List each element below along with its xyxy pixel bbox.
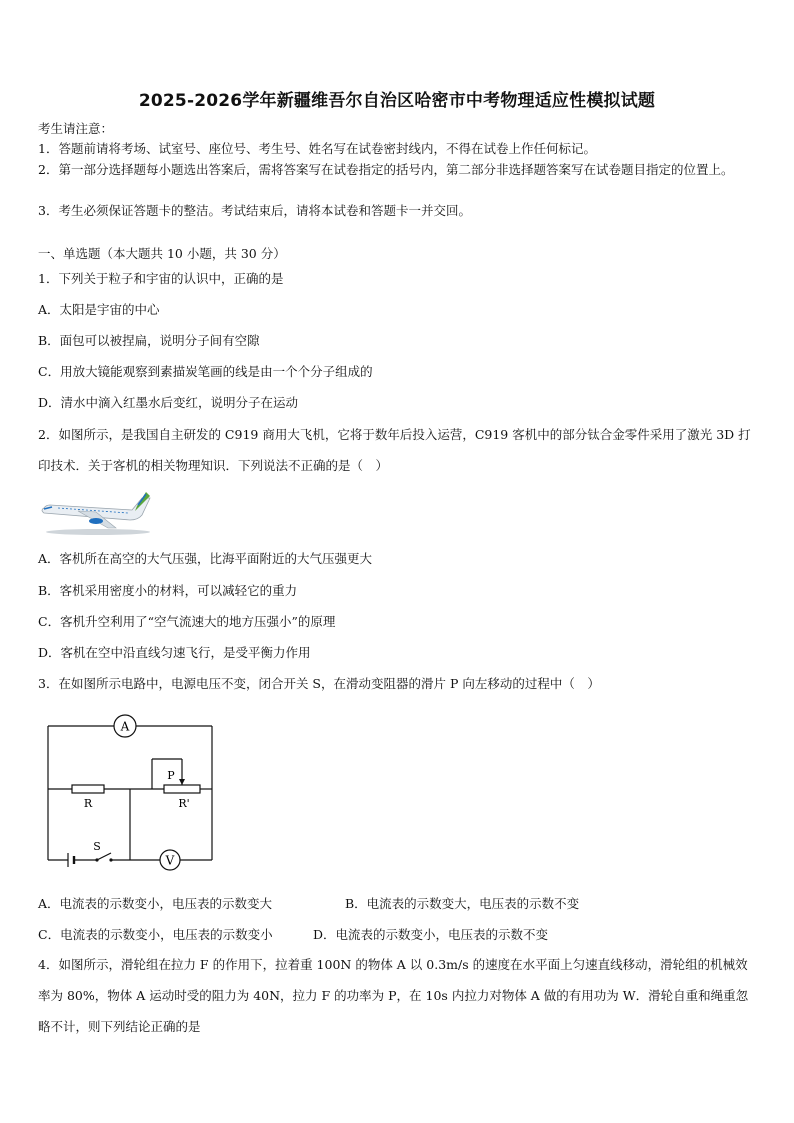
q2-option-a: A．客机所在高空的大气压强，比海平面附近的大气压强更大: [38, 551, 373, 566]
notice-heading: 考生请注意：: [38, 121, 114, 136]
circuit-diagram: [40, 713, 220, 873]
q1-option-b: B．面包可以被捏扁，说明分子间有空隙: [38, 333, 260, 348]
page-title: 2025-2026学年新疆维吾尔自治区哈密市中考物理适应性模拟试题: [138, 91, 656, 111]
resistor-icon: [72, 785, 104, 810]
q1-option-d: D．清水中滴入红墨水后变红，说明分子在运动: [38, 395, 299, 410]
q4-stem: 4．如图所示，滑轮组在拉力 F 的作用下，拉着重 100N 的物体 A 以 0.3m/s 的速度在水平面上匀速直线移动，滑轮组的机械效率为 80%，物体 A 运动时受的阻力为 40N，拉力 F 的功率为 P，在 10s 内拉力对物体 A 做的有用功为 W．滑轮自重和绳重忽略不计，则下列结论正确的是: [38, 957, 749, 1034]
q3-stem: 3．在如图所示电路中，电源电压不变，闭合开关 S，在滑动变阻器的滑片 P 向左移动的过程中（ ）: [38, 676, 600, 691]
q3-option-d: D．电流表的示数变小，电压表的示数不变: [313, 927, 549, 942]
q1-stem: 1．下列关于粒子和宇宙的认识中，正确的是: [38, 271, 284, 286]
q2-option-d: D．客机在空中沿直线匀速飞行，是受平衡力作用: [38, 645, 311, 660]
q2-option-c: C．客机升空利用了“空气流速大的地方压强小”的原理: [38, 614, 336, 629]
battery-icon: [68, 853, 74, 867]
q1-option-c: C．用放大镜能观察到素描炭笔画的线是由一个个分子组成的: [38, 364, 373, 379]
q3-option-a: A．电流表的示数变小，电压表的示数变大: [38, 896, 273, 911]
slider-label: P: [167, 769, 175, 782]
notice-item-3: 3．考生必须保证答题卡的整洁。考试结束后，请将本试卷和答题卡一并交回。: [38, 203, 471, 218]
ammeter-label: A: [120, 719, 130, 734]
c919-airplane-image: [38, 488, 153, 536]
q3-options-row-2: [38, 925, 548, 943]
switch-label: S: [93, 840, 101, 853]
notice-item-1: 1．答题前请将考场、试室号、座位号、考生号、姓名写在试卷密封线内，不得在试卷上作任何标记。: [38, 141, 596, 156]
q1-option-a: A．太阳是宇宙的中心: [38, 302, 160, 317]
ammeter-icon: [114, 715, 136, 737]
section-heading: 一、单选题（本大题共 10 小题，共 30 分）: [38, 246, 286, 261]
voltmeter-label: V: [165, 853, 175, 868]
q2-option-b: B．客机采用密度小的材料，可以减轻它的重力: [38, 583, 298, 598]
q3-option-b: B．电流表的示数变大，电压表的示数不变: [345, 896, 580, 911]
q2-stem: 2．如图所示，是我国自主研发的 C919 商用大飞机，它将于数年后投入运营，C919 客机中的部分钛合金零件采用了激光 3D 打印技术．关于客机的相关物理知识．下列说法不正确的是（ ）: [38, 427, 751, 473]
voltmeter-icon: [160, 850, 180, 870]
resistor-label: R: [83, 797, 93, 810]
q3-options-row-1: [38, 894, 579, 912]
rheostat-label: R': [178, 797, 190, 810]
notice-item-2: 2．第一部分选择题每小题选出答案后，需将答案写在试卷指定的括号内，第二部分非选择题答案写在试卷题目指定的位置上。: [38, 162, 734, 177]
switch-icon: [93, 840, 112, 862]
q3-option-c: C．电流表的示数变小，电压表的示数变小: [38, 927, 273, 942]
